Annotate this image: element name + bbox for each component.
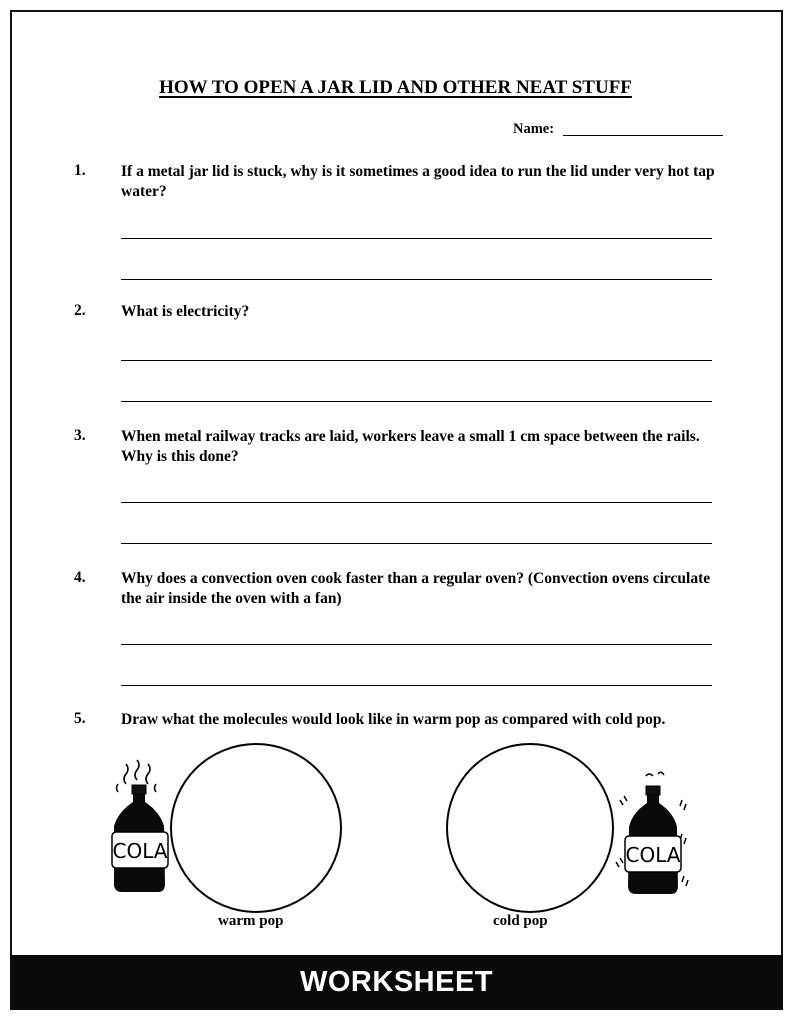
cold-pop-caption: cold pop [493,913,548,929]
warm-pop-caption: warm pop [218,913,284,929]
question-3-answer-line-1[interactable] [121,502,712,503]
question-1-number: 1. [74,162,86,179]
question-2-answer-line-1[interactable] [121,360,712,361]
name-answer-line[interactable] [563,135,723,136]
question-5-number: 5. [74,710,86,727]
question-1-answer-line-1[interactable] [121,238,712,239]
cold-cola-bottle-icon [612,766,696,898]
cold-bottle-label: COLA [625,843,681,867]
question-2-number: 2. [74,302,86,319]
warm-bottle-label: COLA [112,839,168,863]
question-1-text: If a metal jar lid is stuck, why is it sometimes a good idea to run the lid under very hot tap water? [121,163,715,200]
worksheet-title: HOW TO OPEN A JAR LID AND OTHER NEAT STUFF [159,77,632,98]
question-1-answer-line-2[interactable] [121,279,712,280]
question-4-answer-line-2[interactable] [121,685,712,686]
cold-pop-drawing-circle[interactable] [446,743,614,913]
footer-banner: WORKSHEET [10,955,783,1010]
question-3-answer-line-2[interactable] [121,543,712,544]
question-4-text: Why does a convection oven cook faster than a regular oven? (Convection ovens circulate the air inside the oven with a fan) [121,570,711,607]
question-5-text: Draw what the molecules would look like in warm pop as compared with cold pop. [121,711,666,728]
question-3-text: When metal railway tracks are laid, workers leave a small 1 cm space between the rails. Why is this done? [121,428,700,465]
warm-cola-bottle-icon [104,756,176,896]
name-label: Name: [513,121,555,137]
question-4-answer-line-1[interactable] [121,644,712,645]
question-4-number: 4. [74,569,86,586]
question-2-text: What is electricity? [121,303,250,320]
warm-pop-drawing-circle[interactable] [170,743,342,913]
question-3-number: 3. [74,427,86,444]
question-2-answer-line-2[interactable] [121,401,712,402]
